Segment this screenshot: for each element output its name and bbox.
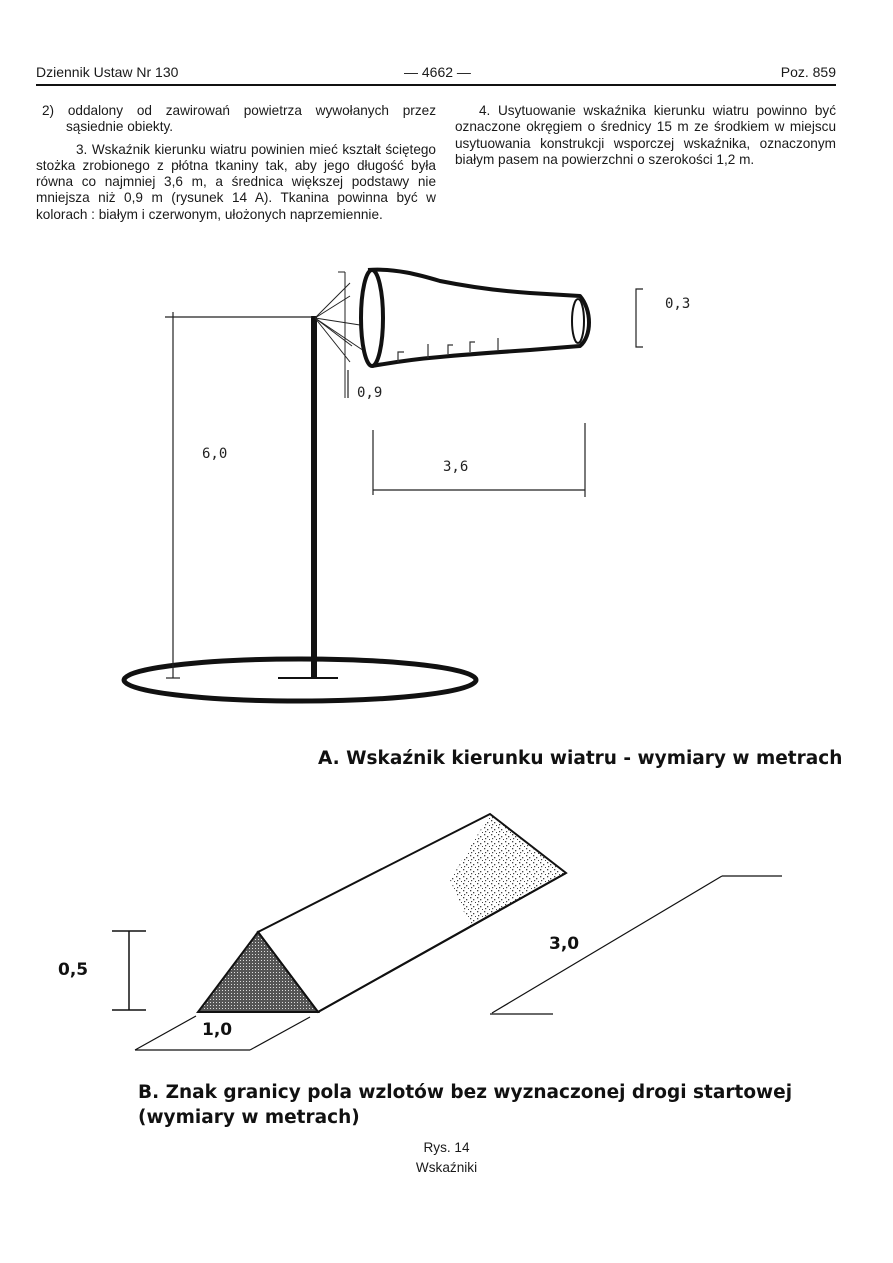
paragraph-item-3: 3. Wskaźnik kierunku wiatru powinien mieć kształt ściętego stożka zrobionego z płótna tkaniny tak, aby jego długość była równa co najmniej 3,6 m, a średnica większej podstawy nie mniejsza niż 0,9 m (rysunek 14 A). Tkanina powinna być w kolorach : białym i czerwonym, ułożonych naprzemiennie.	[36, 141, 436, 222]
figure-title: Wskaźniki	[415, 1160, 478, 1175]
prism-height-dimension	[112, 931, 146, 1010]
length-dimension	[373, 423, 585, 497]
paragraph-item-4: 4. Usytuowanie wskaźnika kierunku wiatru powinno być oznaczone okręgiem o średnicy 15 m ze środkiem w miejscu usytuowania konstrukcji wsporczej wskaźnika, oznaczonym białym pasem na powierzchni o szerokości 1,2 m.	[455, 103, 836, 167]
windsock-figure	[124, 270, 842, 769]
small-diameter-bracket	[636, 289, 643, 347]
figure-a-caption: A. Wskaźnik kierunku wiatru - wymiary w metrach	[318, 748, 843, 769]
prism-length-dimension	[490, 876, 782, 1014]
dim-prism-length-label: 3,0	[549, 934, 580, 954]
figure-b-caption-line2: (wymiary w metrach)	[138, 1107, 360, 1128]
figure-number: Rys. 14	[423, 1140, 470, 1155]
header-journal-title: Dziennik Ustaw Nr 130	[36, 64, 179, 80]
dim-large-diameter-label: 0,9	[357, 385, 383, 401]
header-position: Poz. 859	[780, 64, 836, 80]
dim-small-diameter-label: 0,3	[665, 296, 691, 312]
mast	[311, 316, 317, 678]
paragraph-item-2: 2) oddalony od zawirowań powietrza wywołanych przez sąsiednie obiekty.	[42, 103, 436, 135]
figure-b-caption-line1: B. Znak granicy pola wzlotów bez wyznaczonej drogi startowej	[138, 1082, 793, 1103]
dim-length-label: 3,6	[443, 459, 469, 475]
dim-height-label: 6,0	[202, 446, 228, 462]
windsock-large-mouth	[361, 270, 383, 366]
dim-prism-base-label: 1,0	[202, 1020, 233, 1040]
header-page-number: — 4662 —	[404, 64, 471, 80]
prism-figure	[58, 814, 792, 1128]
dim-prism-height-label: 0,5	[58, 960, 89, 980]
height-dimension	[165, 312, 312, 678]
ground-circle	[124, 659, 476, 701]
